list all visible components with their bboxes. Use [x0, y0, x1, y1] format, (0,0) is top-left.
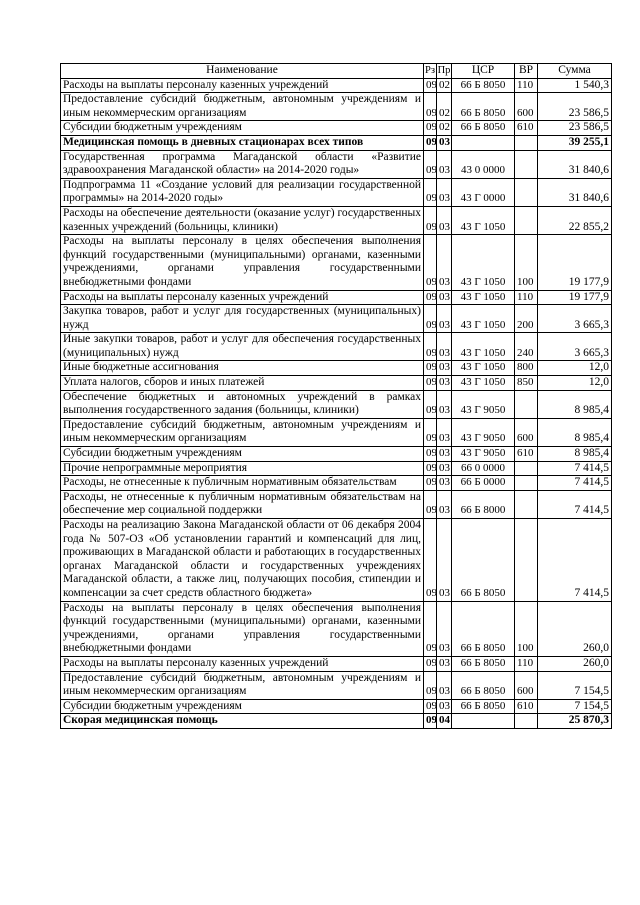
cell-vr: 800 — [515, 361, 538, 376]
table-row — [61, 78, 612, 93]
cell-sum: 31 840,6 — [538, 178, 612, 206]
cell-rz: 09 — [424, 490, 437, 518]
table-row — [61, 656, 612, 671]
cell-sum: 25 870,3 — [538, 714, 612, 729]
cell-name: Субсидии бюджетным учреждениям — [61, 699, 424, 714]
cell-rz: 09 — [424, 376, 437, 391]
cell-rz: 09 — [424, 656, 437, 671]
cell-sum: 8 985,4 — [538, 447, 612, 462]
cell-pr: 03 — [437, 376, 452, 391]
table-row — [61, 490, 612, 518]
cell-rz: 09 — [424, 671, 437, 699]
cell-vr: 110 — [515, 78, 538, 93]
header-vr: ВР — [515, 64, 538, 79]
cell-name: Расходы на выплаты персоналу в целях обеспечения выполнения функций государственными (муниципальными) органами, казенными учреждениями, органами управления государственными внебюджетными фондами — [61, 235, 424, 290]
cell-vr: 600 — [515, 418, 538, 446]
cell-name: Иные закупки товаров, работ и услуг для обеспечения государственных (муниципальных) нужд — [61, 333, 424, 361]
cell-csr — [452, 135, 515, 150]
cell-csr: 66 Б 8050 — [452, 93, 515, 121]
cell-csr: 66 0 0000 — [452, 461, 515, 476]
cell-csr: 66 Б 8050 — [452, 121, 515, 136]
cell-sum: 7 414,5 — [538, 519, 612, 602]
cell-sum: 260,0 — [538, 601, 612, 656]
cell-sum: 1 540,3 — [538, 78, 612, 93]
cell-name: Государственная программа Магаданской области «Развитие здравоохранения Магаданской области» на 2014-2020 годы» — [61, 150, 424, 178]
cell-sum: 39 255,1 — [538, 135, 612, 150]
cell-csr: 43 Г 9050 — [452, 390, 515, 418]
cell-sum: 23 586,5 — [538, 93, 612, 121]
cell-name: Расходы на выплаты персоналу в целях обеспечения выполнения функций государственными (муниципальными) органами, казенными учреждениями, органами управления государственными внебюджетными фондами — [61, 601, 424, 656]
cell-sum: 31 840,6 — [538, 150, 612, 178]
cell-vr: 600 — [515, 93, 538, 121]
table-row — [61, 290, 612, 305]
cell-csr: 66 Б 8050 — [452, 78, 515, 93]
cell-vr: 200 — [515, 305, 538, 333]
cell-name: Подпрограмма 11 «Создание условий для реализации государственной программы» на 2014-2020 годы» — [61, 178, 424, 206]
cell-sum: 23 586,5 — [538, 121, 612, 136]
cell-name: Расходы на выплаты персоналу казенных учреждений — [61, 656, 424, 671]
cell-name: Обеспечение бюджетных и автономных учреждений в рамках выполнения государственного задания (больницы, клиники) — [61, 390, 424, 418]
cell-sum: 19 177,9 — [538, 235, 612, 290]
cell-pr: 03 — [437, 150, 452, 178]
cell-rz: 09 — [424, 461, 437, 476]
cell-pr: 03 — [437, 656, 452, 671]
cell-pr: 03 — [437, 519, 452, 602]
cell-csr: 43 Г 1050 — [452, 376, 515, 391]
cell-name: Расходы на обеспечение деятельности (оказание услуг) государственных казенных учреждений (больницы, клиники) — [61, 206, 424, 234]
table-row — [61, 361, 612, 376]
table-row — [61, 150, 612, 178]
cell-rz: 09 — [424, 418, 437, 446]
cell-csr: 43 Г 1050 — [452, 290, 515, 305]
cell-sum: 7 154,5 — [538, 671, 612, 699]
table-row — [61, 519, 612, 602]
cell-name: Субсидии бюджетным учреждениям — [61, 121, 424, 136]
cell-name: Предоставление субсидий бюджетным, автономным учреждениям и иным некоммерческим организациям — [61, 418, 424, 446]
cell-pr: 02 — [437, 78, 452, 93]
cell-rz: 09 — [424, 361, 437, 376]
cell-sum: 260,0 — [538, 656, 612, 671]
cell-pr: 03 — [437, 418, 452, 446]
cell-pr: 03 — [437, 699, 452, 714]
cell-name: Предоставление субсидий бюджетным, автономным учреждениям и иным некоммерческим организациям — [61, 93, 424, 121]
cell-name: Уплата налогов, сборов и иных платежей — [61, 376, 424, 391]
cell-vr — [515, 206, 538, 234]
table-row — [61, 476, 612, 491]
table-header-row — [61, 64, 612, 79]
cell-csr — [452, 714, 515, 729]
cell-rz: 09 — [424, 699, 437, 714]
cell-vr: 610 — [515, 121, 538, 136]
cell-vr: 110 — [515, 290, 538, 305]
cell-vr: 240 — [515, 333, 538, 361]
cell-pr: 03 — [437, 671, 452, 699]
budget-page — [60, 63, 611, 729]
table-row — [61, 461, 612, 476]
cell-pr: 03 — [437, 361, 452, 376]
header-sum: Сумма — [538, 64, 612, 79]
cell-csr: 66 Б 8050 — [452, 699, 515, 714]
cell-sum: 3 665,3 — [538, 333, 612, 361]
cell-vr: 100 — [515, 601, 538, 656]
table-row — [61, 235, 612, 290]
cell-csr: 43 Г 1050 — [452, 235, 515, 290]
cell-rz: 09 — [424, 93, 437, 121]
budget-table — [60, 63, 612, 729]
cell-vr: 110 — [515, 656, 538, 671]
cell-vr: 850 — [515, 376, 538, 391]
cell-rz: 09 — [424, 206, 437, 234]
cell-vr — [515, 476, 538, 491]
table-row — [61, 93, 612, 121]
cell-vr — [515, 150, 538, 178]
table-row — [61, 333, 612, 361]
cell-pr: 03 — [437, 390, 452, 418]
cell-rz: 09 — [424, 121, 437, 136]
cell-rz: 09 — [424, 135, 437, 150]
cell-name: Расходы, не отнесенные к публичным нормативным обязательствам — [61, 476, 424, 491]
cell-pr: 02 — [437, 93, 452, 121]
table-row — [61, 305, 612, 333]
cell-vr: 600 — [515, 671, 538, 699]
cell-pr: 03 — [437, 290, 452, 305]
cell-pr: 03 — [437, 333, 452, 361]
cell-csr: 66 Б 0000 — [452, 476, 515, 491]
table-row — [61, 671, 612, 699]
table-row — [61, 447, 612, 462]
cell-csr: 43 Г 1050 — [452, 305, 515, 333]
cell-csr: 43 0 0000 — [452, 150, 515, 178]
cell-name: Расходы на выплаты персоналу казенных учреждений — [61, 78, 424, 93]
cell-rz: 09 — [424, 290, 437, 305]
cell-vr — [515, 714, 538, 729]
cell-rz: 09 — [424, 390, 437, 418]
cell-rz: 09 — [424, 178, 437, 206]
header-name: Наименование — [61, 64, 424, 79]
cell-sum: 19 177,9 — [538, 290, 612, 305]
cell-sum: 12,0 — [538, 361, 612, 376]
cell-csr: 66 Б 8050 — [452, 671, 515, 699]
cell-name: Скорая медицинская помощь — [61, 714, 424, 729]
header-csr: ЦСР — [452, 64, 515, 79]
cell-csr: 43 Г 0000 — [452, 178, 515, 206]
cell-rz: 09 — [424, 235, 437, 290]
cell-vr: 610 — [515, 699, 538, 714]
header-pr: Пр — [437, 64, 452, 79]
table-row — [61, 206, 612, 234]
cell-sum: 3 665,3 — [538, 305, 612, 333]
table-body — [61, 78, 612, 728]
header-rz: Рз — [424, 64, 437, 79]
cell-pr: 04 — [437, 714, 452, 729]
cell-csr: 43 Г 1050 — [452, 361, 515, 376]
cell-sum: 7 414,5 — [538, 461, 612, 476]
table-row — [61, 376, 612, 391]
cell-vr — [515, 461, 538, 476]
cell-pr: 02 — [437, 121, 452, 136]
cell-vr: 610 — [515, 447, 538, 462]
cell-name: Расходы на реализацию Закона Магаданской области от 06 декабря 2004 года № 507-ОЗ «Об установлении гарантий и компенсаций для лиц, проживающих в Магаданской области и работающих в государственных органах Магаданской области и государственных учреждениях Магаданской области, а также лиц, получающих пособия, стипендии и компенсации за счет средств областного бюджета» — [61, 519, 424, 602]
cell-name: Закупка товаров, работ и услуг для государственных (муниципальных) нужд — [61, 305, 424, 333]
table-row — [61, 714, 612, 729]
cell-pr: 03 — [437, 490, 452, 518]
cell-name: Субсидии бюджетным учреждениям — [61, 447, 424, 462]
cell-vr — [515, 490, 538, 518]
table-row — [61, 178, 612, 206]
cell-csr: 66 Б 8050 — [452, 656, 515, 671]
cell-rz: 09 — [424, 601, 437, 656]
cell-csr: 66 Б 8000 — [452, 490, 515, 518]
cell-sum: 7 414,5 — [538, 490, 612, 518]
cell-pr: 03 — [437, 447, 452, 462]
cell-pr: 03 — [437, 235, 452, 290]
cell-csr: 66 Б 8050 — [452, 601, 515, 656]
cell-vr — [515, 519, 538, 602]
cell-pr: 03 — [437, 135, 452, 150]
cell-rz: 09 — [424, 476, 437, 491]
cell-pr: 03 — [437, 206, 452, 234]
cell-pr: 03 — [437, 178, 452, 206]
cell-pr: 03 — [437, 305, 452, 333]
cell-name: Прочие непрограммные мероприятия — [61, 461, 424, 476]
cell-pr: 03 — [437, 476, 452, 491]
cell-rz: 09 — [424, 305, 437, 333]
cell-rz: 09 — [424, 78, 437, 93]
table-row — [61, 601, 612, 656]
cell-pr: 03 — [437, 461, 452, 476]
cell-rz: 09 — [424, 519, 437, 602]
cell-name: Медицинская помощь в дневных стационарах всех типов — [61, 135, 424, 150]
cell-rz: 09 — [424, 714, 437, 729]
cell-pr: 03 — [437, 601, 452, 656]
table-row — [61, 135, 612, 150]
cell-vr — [515, 390, 538, 418]
cell-name: Предоставление субсидий бюджетным, автономным учреждениям и иным некоммерческим организациям — [61, 671, 424, 699]
cell-sum: 7 154,5 — [538, 699, 612, 714]
cell-sum: 8 985,4 — [538, 418, 612, 446]
cell-name: Расходы, не отнесенные к публичным нормативным обязательствам на обеспечение мер социальной поддержки — [61, 490, 424, 518]
table-row — [61, 121, 612, 136]
cell-name: Расходы на выплаты персоналу казенных учреждений — [61, 290, 424, 305]
cell-rz: 09 — [424, 447, 437, 462]
table-row — [61, 390, 612, 418]
cell-sum: 22 855,2 — [538, 206, 612, 234]
cell-csr: 43 Г 9050 — [452, 447, 515, 462]
cell-csr: 66 Б 8050 — [452, 519, 515, 602]
cell-sum: 8 985,4 — [538, 390, 612, 418]
cell-sum: 12,0 — [538, 376, 612, 391]
table-row — [61, 418, 612, 446]
cell-csr: 43 Г 1050 — [452, 206, 515, 234]
table-row — [61, 699, 612, 714]
cell-csr: 43 Г 9050 — [452, 418, 515, 446]
cell-vr: 100 — [515, 235, 538, 290]
cell-vr — [515, 135, 538, 150]
cell-rz: 09 — [424, 333, 437, 361]
cell-vr — [515, 178, 538, 206]
cell-sum: 7 414,5 — [538, 476, 612, 491]
cell-name: Иные бюджетные ассигнования — [61, 361, 424, 376]
cell-csr: 43 Г 1050 — [452, 333, 515, 361]
cell-rz: 09 — [424, 150, 437, 178]
